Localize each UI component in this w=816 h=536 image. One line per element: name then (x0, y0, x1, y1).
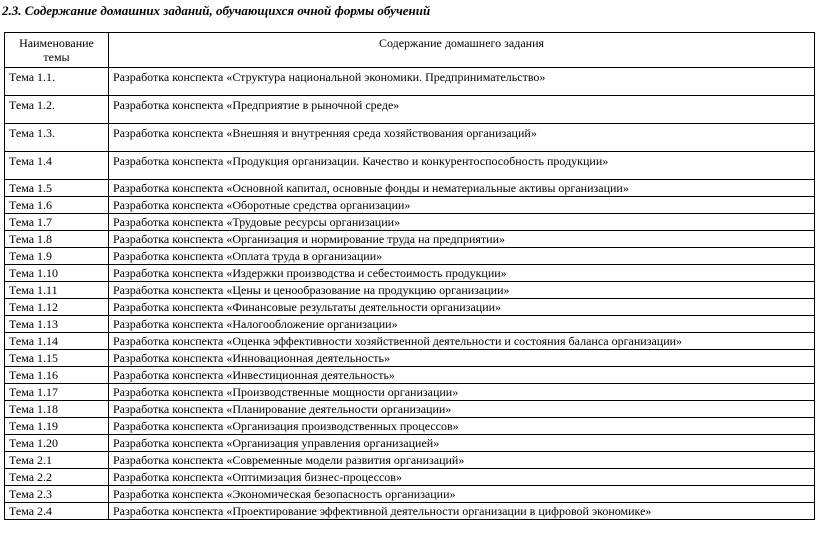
table-row (5, 152, 815, 180)
topic-cell: Тема 1.5 (5, 180, 109, 197)
table-row (5, 435, 815, 452)
content-cell: Разработка конспекта «Оценка эффективности хозяйственной деятельности и состояния баланса организации» (109, 333, 815, 350)
topic-cell: Тема 1.4 (5, 152, 109, 180)
topic-cell: Тема 1.16 (5, 367, 109, 384)
content-cell: Разработка конспекта «Цены и ценообразование на продукцию организации» (109, 282, 815, 299)
topic-cell: Тема 1.11 (5, 282, 109, 299)
content-cell: Разработка конспекта «Производственные мощности организации» (109, 384, 815, 401)
table-header-row (5, 33, 815, 68)
content-cell: Разработка конспекта «Оплата труда в организации» (109, 248, 815, 265)
topic-cell: Тема 1.3. (5, 124, 109, 152)
topic-cell: Тема 1.7 (5, 214, 109, 231)
table-row (5, 333, 815, 350)
content-cell: Разработка конспекта «Оптимизация бизнес-процессов» (109, 469, 815, 486)
table-row (5, 316, 815, 333)
table-row (5, 503, 815, 520)
table-row (5, 384, 815, 401)
topic-cell: Тема 1.13 (5, 316, 109, 333)
table-row (5, 367, 815, 384)
table-row (5, 124, 815, 152)
content-cell: Разработка конспекта «Организация производственных процессов» (109, 418, 815, 435)
content-cell: Разработка конспекта «Финансовые результаты деятельности организации» (109, 299, 815, 316)
topic-cell: Тема 2.1 (5, 452, 109, 469)
content-cell: Разработка конспекта «Инновационная деятельность» (109, 350, 815, 367)
topic-cell: Тема 1.20 (5, 435, 109, 452)
table-row (5, 282, 815, 299)
content-cell: Разработка конспекта «Основной капитал, основные фонды и нематериальные активы организации» (109, 180, 815, 197)
topic-cell: Тема 1.14 (5, 333, 109, 350)
topic-cell: Тема 1.18 (5, 401, 109, 418)
header-content: Содержание домашнего задания (109, 33, 815, 68)
table-row (5, 486, 815, 503)
table-row (5, 180, 815, 197)
content-cell: Разработка конспекта «Организация управления организацией» (109, 435, 815, 452)
topic-cell: Тема 1.6 (5, 197, 109, 214)
content-cell: Разработка конспекта «Структура национальной экономики. Предпринимательство» (109, 68, 815, 96)
table-row (5, 401, 815, 418)
table-row (5, 96, 815, 124)
content-cell: Разработка конспекта «Оборотные средства организации» (109, 197, 815, 214)
table-row (5, 418, 815, 435)
page-title: 2.3. Содержание домашних заданий, обучающихся очной формы обучений (2, 3, 431, 18)
table-row (5, 350, 815, 367)
topic-cell: Тема 1.2. (5, 96, 109, 124)
content-cell: Разработка конспекта «Планирование деятельности организации» (109, 401, 815, 418)
topic-cell: Тема 1.15 (5, 350, 109, 367)
content-cell: Разработка конспекта «Предприятие в рыночной среде» (109, 96, 815, 124)
topic-cell: Тема 2.2 (5, 469, 109, 486)
table-row (5, 231, 815, 248)
homework-table (4, 32, 815, 520)
table-row (5, 197, 815, 214)
topic-cell: Тема 1.10 (5, 265, 109, 282)
table-row (5, 214, 815, 231)
table-row (5, 299, 815, 316)
content-cell: Разработка конспекта «Инвестиционная деятельность» (109, 367, 815, 384)
topic-cell: Тема 1.9 (5, 248, 109, 265)
content-cell: Разработка конспекта «Экономическая безопасность организации» (109, 486, 815, 503)
content-cell: Разработка конспекта «Проектирование эффективной деятельности организации в цифровой экономике» (109, 503, 815, 520)
table-row (5, 265, 815, 282)
header-topic: Наименование темы (5, 33, 109, 68)
content-cell: Разработка конспекта «Трудовые ресурсы организации» (109, 214, 815, 231)
content-cell: Разработка конспекта «Современные модели развития организаций» (109, 452, 815, 469)
table-row (5, 469, 815, 486)
table-row (5, 452, 815, 469)
topic-cell: Тема 1.8 (5, 231, 109, 248)
topic-cell: Тема 2.4 (5, 503, 109, 520)
topic-cell: Тема 1.12 (5, 299, 109, 316)
content-cell: Разработка конспекта «Налогообложение организации» (109, 316, 815, 333)
topic-cell: Тема 1.19 (5, 418, 109, 435)
topic-cell: Тема 2.3 (5, 486, 109, 503)
content-cell: Разработка конспекта «Организация и нормирование труда на предприятии» (109, 231, 815, 248)
topic-cell: Тема 1.17 (5, 384, 109, 401)
table-row (5, 248, 815, 265)
content-cell: Разработка конспекта «Внешняя и внутренняя среда хозяйствования организаций» (109, 124, 815, 152)
topic-cell: Тема 1.1. (5, 68, 109, 96)
content-cell: Разработка конспекта «Издержки производства и себестоимость продукции» (109, 265, 815, 282)
table-row (5, 68, 815, 96)
content-cell: Разработка конспекта «Продукция организации. Качество и конкурентоспособность продукции» (109, 152, 815, 180)
